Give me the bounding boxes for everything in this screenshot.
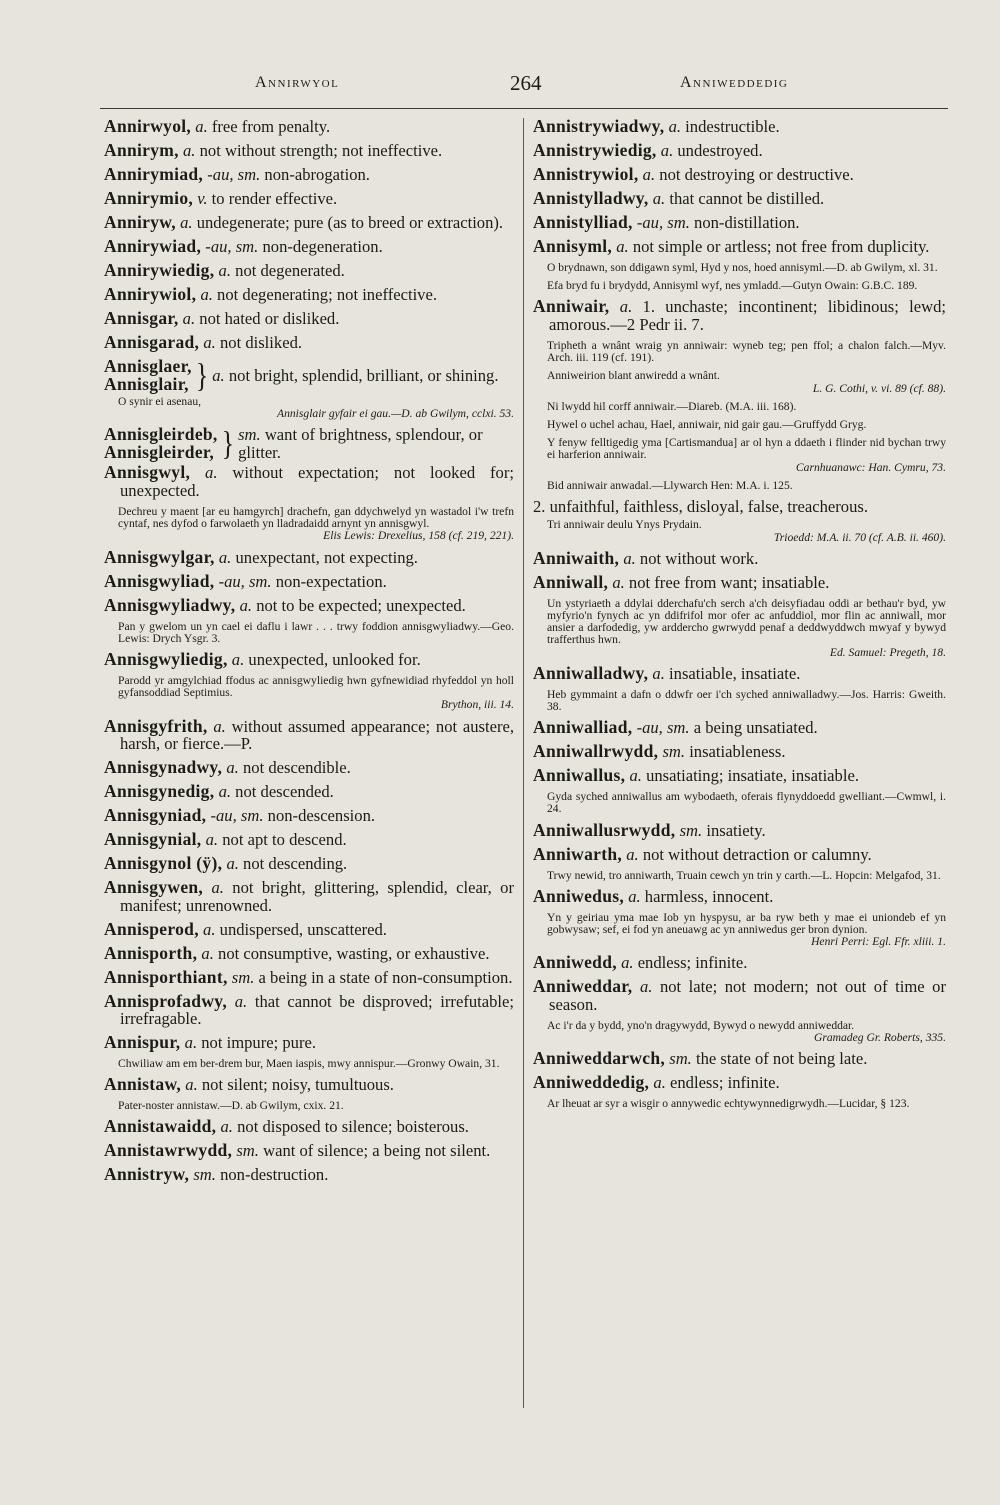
headword: Annisgynial, — [104, 829, 202, 850]
grammar-label: a. — [205, 830, 219, 850]
headword: Annirwyol, — [104, 116, 192, 136]
headword: Annistawrwydd, — [104, 1140, 233, 1161]
definition: 1. unchaste; incontinent; libidinous; lewd; amorous.—2 Pedr ii. 7. — [549, 297, 946, 334]
citation-text: Hywel o uchel achau, Hael, anniwair, nid gair gau.—Gruffydd Gryg. — [547, 417, 867, 431]
headword: Anniweddar, — [533, 976, 633, 997]
definition: a being in a state of non-consumption. — [258, 967, 513, 987]
grammar-label: a. — [623, 548, 636, 568]
definition: indestructible. — [685, 117, 780, 136]
dictionary-entry — [533, 767, 946, 785]
dictionary-entry — [533, 954, 946, 972]
definition: not degenerating; not ineffective. — [217, 285, 437, 304]
page-header — [100, 66, 948, 106]
grammar-label: a. — [203, 333, 216, 352]
brace-glyph: } — [195, 356, 209, 395]
page-number: 264 — [510, 71, 542, 95]
grammar-label: a. — [220, 1117, 233, 1137]
headword: Annisgwyliadwy, — [104, 594, 236, 615]
grammar-label: a. — [239, 595, 253, 615]
dictionary-entry — [104, 286, 514, 304]
grammar-label: a. — [218, 261, 231, 280]
citation-source: Brython, iii. 14. — [440, 698, 514, 712]
dictionary-entry — [104, 879, 514, 914]
citation — [118, 1100, 514, 1112]
definition: not disliked. — [219, 333, 303, 352]
dictionary-entry — [533, 238, 946, 256]
definition: unexpected, unlooked for. — [248, 649, 421, 669]
definition: not without work. — [639, 548, 759, 568]
dictionary-entry — [533, 843, 946, 864]
headword: Annisgleirdeb, — [104, 424, 218, 445]
grammar-label: -au, sm. — [207, 165, 261, 184]
definition: not descending. — [243, 854, 348, 874]
grammar-label: sm. — [238, 425, 261, 445]
grammar-label: a. — [231, 649, 245, 669]
headword: Anniwedd, — [533, 952, 617, 973]
definition: non-destruction. — [220, 1165, 329, 1185]
definition: not impure; pure. — [201, 1033, 316, 1053]
brace-glyph: } — [221, 424, 235, 463]
grammar-label: a. — [213, 716, 226, 736]
grammar-label: a. — [629, 766, 642, 786]
header-right-guideword: Anniweddedig — [680, 74, 789, 91]
headword: Annisgleirder, — [104, 441, 215, 462]
citation-source: Gramadeg Gr. Roberts, 335. — [813, 1031, 946, 1045]
grammar-label: a. — [642, 165, 656, 184]
dictionary-entry — [104, 1142, 514, 1160]
definition: insatiable, insatiate. — [669, 663, 801, 683]
headword: Annisgwyliedig, — [104, 648, 228, 669]
grammar-label: a. — [653, 1073, 666, 1093]
citation-text: Tripheth a wnânt wraig yn anniwair: wyneb teg; pen ffol; a chalon falch.—Myv. Arch. iii. 119 (cf. 191). — [547, 338, 946, 365]
dictionary-entry — [533, 118, 946, 136]
dictionary-entry — [533, 1074, 946, 1092]
dictionary-entry — [104, 334, 514, 352]
dictionary-entry — [104, 783, 514, 801]
citation — [547, 480, 946, 492]
headword: Annirymiad, — [104, 164, 204, 184]
headword: Anniwall, — [533, 571, 609, 592]
headword: Anniwallrwydd, — [533, 741, 659, 762]
headword: Anniwallus, — [533, 765, 626, 786]
citation — [118, 506, 514, 543]
grammar-label: a. — [195, 117, 208, 136]
citation-text: Heb gymmaint a dafn o ddwfr oer i'ch syched anniwalladwy.—Jos. Harris: Gweith. 38. — [547, 687, 946, 714]
definition: not consumptive, wasting, or exhaustive. — [218, 943, 490, 963]
citation — [547, 370, 946, 394]
citation-text: Parodd yr amgylchiad ffodus ac annisgwyliedig hwn gyfnewidiad rhyfeddol yn holl gyfansoddiad Septimius. — [118, 673, 514, 700]
grammar-label: a. — [234, 991, 248, 1011]
citation-source: Elis Lewis: Drexelius, 158 (cf. 219, 221). — [323, 529, 514, 543]
grammar-label: sm. — [679, 820, 703, 840]
definition: not apt to descend. — [222, 830, 347, 850]
dictionary-entry — [104, 190, 514, 208]
dictionary-entry — [104, 118, 514, 136]
grammar-label: -au, sm. — [636, 718, 690, 738]
citation-text: Ni lwydd hil corff anniwair.—Diareb. (M.A. iii. 168). — [547, 399, 797, 413]
grammar-label: a. — [226, 854, 239, 874]
headword: Anniwedus, — [533, 885, 625, 906]
grammar-label: a. — [211, 878, 224, 898]
headword: Anniwalladwy, — [533, 662, 649, 683]
grammar-label: a. — [205, 463, 218, 483]
dictionary-entry — [104, 546, 514, 567]
definition: undegenerate; pure (as to breed or extraction). — [196, 213, 504, 232]
header-left-guideword: Annirwyol — [255, 74, 340, 91]
headword: Annisgynadwy, — [104, 757, 223, 778]
grammar-label: a. — [212, 365, 225, 385]
definition: endless; infinite. — [637, 953, 748, 973]
headword: Annistylliad, — [533, 212, 633, 232]
headword: Annirywiol, — [104, 284, 197, 304]
dictionary-entry — [104, 966, 514, 987]
headword: Annisgywen, — [104, 877, 204, 898]
citation-text: Pan y gwelom un yn cael ei daflu i lawr . . . trwy foddion annisgwyliadwy.—Geo. Lewis: Drych Ysgr. 3. — [118, 619, 514, 645]
definition: to render effective. — [211, 189, 338, 208]
citation — [547, 1098, 946, 1110]
definition: non-abrogation. — [264, 165, 370, 184]
citation-source: L. G. Cothi, v. vi. 89 (cf. 88). — [812, 381, 946, 395]
dictionary-entry — [533, 166, 946, 184]
citation-source: Ed. Samuel: Pregeth, 18. — [829, 645, 946, 659]
citation-text: Yn y geiriau yma mae Iob yn hyspysu, ar ba ryw beth y mae ei uniondeb ef yn gobwysaw; sef, ei fod yn aneuawg ac yn anniwedus ger bron dynion. — [547, 910, 946, 937]
definition: insatiety. — [706, 820, 766, 840]
citation — [547, 419, 946, 431]
dictionary-entry — [104, 142, 514, 160]
headword: Annistaw, — [104, 1074, 182, 1095]
grammar-label: a. — [639, 977, 653, 997]
definition: not bright, glittering, splendid, clear, or manifest; unrenowned. — [120, 878, 514, 915]
grammar-label: a. — [180, 213, 193, 232]
citation — [547, 401, 946, 413]
citation-text: O synir ei asenau, — [118, 395, 202, 408]
citation-source: Trioedd: M.A. ii. 70 (cf. A.B. ii. 460). — [773, 530, 946, 544]
dictionary-entry — [533, 885, 946, 906]
dictionary-entry — [533, 819, 946, 840]
definition: not hated or disliked. — [199, 309, 340, 328]
dictionary-entry — [104, 807, 514, 825]
grammar-label: a. — [652, 189, 666, 208]
dictionary-entry — [533, 190, 946, 208]
definition: not simple or artless; not free from duplicity. — [632, 237, 930, 256]
grammar-label: a. — [218, 547, 232, 567]
dictionary-entry — [104, 594, 514, 615]
definition: non-distillation. — [694, 213, 800, 232]
dictionary-entry — [533, 743, 946, 761]
headword: Annirym, — [104, 140, 179, 160]
definition: the state of not being late. — [695, 1049, 868, 1069]
headword: Annisglaer, — [104, 356, 192, 376]
definition: non-expectation. — [275, 571, 387, 591]
grammar-label: -au, sm. — [636, 213, 690, 232]
dictionary-entry — [533, 719, 946, 737]
dictionary-entry — [104, 759, 514, 777]
headword: Annispur, — [104, 1032, 181, 1053]
grammar-label: -au, sm. — [218, 571, 272, 591]
dictionary-entry — [104, 262, 514, 280]
headword: Annisgynol (ÿ), — [104, 853, 223, 874]
headword: Anniweddarwch, — [533, 1048, 666, 1069]
dictionary-entry — [104, 990, 515, 1029]
citation-text: Un ystyriaeth a ddylai dderchafu'ch serch a'ch deisyfiadau oddi ar bethau'r byd, yw myfyrio'n fynych ac yn ddifrifol mor ofer ac anfuddiol, mor flin ac anniwall, mor ansier a darfodedig, yw arddercho gwrwydd penaf a deddwyddwch mwyaf y bywyd trafferthus hwn. — [547, 596, 946, 647]
definition: non-degeneration. — [262, 237, 383, 256]
citation-text: Dechreu y maent [ar eu hamgyrch] drachefn, gan ddychwelyd yn wastadol i'w trefn cyntaf, nes dyfod o farwolaeth yn lladradaidd arnynt yn annisgwyl. — [118, 504, 514, 531]
grammar-label: -au, sm. — [205, 237, 259, 256]
citation-source: Annisglair gyfair ei gau.—D. ab Gwilym, cclxi. 53. — [276, 407, 514, 421]
grammar-label: sm. — [193, 1165, 216, 1185]
headword: Annistryw, — [104, 1164, 190, 1185]
citation — [547, 280, 946, 292]
citation — [547, 519, 946, 543]
grammar-label: a. — [200, 285, 213, 304]
definition: that cannot be disproved; irrefutable; irrefragable. — [120, 991, 515, 1029]
headword: Annistrywiol, — [533, 164, 639, 184]
headword: Annisprofadwy, — [104, 990, 228, 1011]
dictionary-entry — [533, 571, 946, 592]
headword: Annisporthiant, — [104, 966, 228, 987]
dictionary-entry — [104, 238, 514, 256]
grammar-label: a. — [626, 844, 639, 864]
definition: not descended. — [235, 782, 334, 802]
headword: Annisgwyliad, — [104, 570, 215, 591]
definition: not descendible. — [242, 758, 351, 778]
grammar-label: a. — [628, 886, 641, 906]
headword: Annisgar, — [104, 308, 179, 328]
dictionary-entry — [104, 1034, 514, 1052]
dictionary-entry — [104, 310, 514, 328]
headword: Annisgwyl, — [104, 462, 191, 483]
grammar-label: sm. — [231, 967, 255, 987]
citation — [547, 437, 946, 474]
headword: Anniwallusrwydd, — [533, 819, 676, 840]
header-rule — [100, 108, 948, 109]
definition: a being unsatiated. — [693, 718, 818, 738]
definition: without expectation; not looked for; unexpected. — [120, 463, 514, 500]
definition: not silent; noisy, tumultuous. — [201, 1075, 394, 1095]
headword: Annisporth, — [104, 942, 198, 963]
grammar-label: a. — [184, 1033, 198, 1053]
headword: Annistrywiedig, — [533, 140, 657, 160]
grammar-label: a. — [668, 117, 682, 136]
citation — [547, 598, 946, 659]
headword: Annisgyfrith, — [104, 715, 208, 736]
definition: free from penalty. — [211, 117, 331, 136]
definition: insatiableness. — [689, 742, 786, 762]
definition: non-descension. — [267, 806, 376, 826]
column-divider — [523, 118, 524, 1408]
dictionary-entry — [533, 978, 946, 1013]
grammar-label: a. — [201, 943, 214, 963]
dictionary-entry — [104, 570, 514, 591]
citation-text: Pater-noster annistaw.—D. ab Gwilym, cxix. 21. — [118, 1099, 344, 1113]
headword: Annirymio, — [104, 188, 194, 208]
headword: Anniweddedig, — [533, 1072, 650, 1093]
headword: Anniwair, — [533, 296, 610, 317]
grammar-label: a. — [218, 782, 232, 802]
dictionary-entry — [533, 142, 946, 160]
grammar-label: a. — [612, 572, 625, 592]
left-column — [104, 118, 514, 1190]
headword: Anniwaith, — [533, 547, 620, 568]
grammar-label: -au, sm. — [210, 806, 264, 826]
citation-text: Anniweirion blant anwiredd a wnânt. — [547, 369, 720, 383]
citation-text: Trwy newid, tro anniwarth, Truain cewch yn trin y carth.—L. Hopcin: Melgafod, 31. — [547, 868, 941, 882]
definition: that cannot be distilled. — [669, 189, 825, 208]
citation — [118, 675, 514, 712]
headword: Annistrywiadwy, — [533, 116, 665, 136]
citation-text: Ac i'r da y bydd, yno'n dragywydd, Bywyd o newydd anniweddar. — [547, 1018, 855, 1032]
headword: Annirywiad, — [104, 236, 202, 256]
dictionary-entry — [533, 662, 946, 683]
grammar-label: a. — [621, 953, 634, 973]
dictionary-entry — [104, 918, 514, 939]
definition: not destroying or destructive. — [659, 165, 854, 184]
citation — [118, 1058, 514, 1070]
definition: not without strength; not ineffective. — [199, 141, 443, 160]
dictionary-entry — [104, 1076, 514, 1094]
right-column — [533, 118, 946, 1117]
grammar-label: a. — [652, 663, 665, 683]
dictionary-entry — [104, 464, 514, 499]
citation — [547, 689, 946, 713]
definition: not disposed to silence; boisterous. — [237, 1117, 469, 1137]
dictionary-entry — [104, 1166, 514, 1184]
grammar-label: a. — [183, 141, 196, 160]
grammar-label: a. — [616, 237, 629, 256]
entry-pair-annisgleirdeb — [104, 426, 514, 461]
dictionary-entry — [104, 648, 514, 669]
dictionary-entry — [104, 214, 514, 232]
definition: without assumed appearance; not austere, harsh, or fierce.—P. — [120, 716, 514, 754]
citation — [547, 1020, 946, 1044]
headword: Annisperod, — [104, 918, 199, 939]
definition: not degenerated. — [235, 261, 345, 280]
citation-source: Carnhuanawc: Han. Cymru, 73. — [795, 460, 946, 474]
definition: not without detraction or calumny. — [642, 844, 872, 864]
definition: not free from want; insatiable. — [628, 572, 830, 592]
grammar-label: a. — [185, 1075, 198, 1095]
dictionary-entry — [533, 547, 946, 568]
grammar-label: sm. — [662, 742, 686, 762]
grammar-label: a. — [182, 309, 196, 328]
grammar-label: sm. — [236, 1141, 259, 1161]
definition: want of silence; a being not silent. — [263, 1141, 491, 1161]
headword: Annistawaidd, — [104, 1116, 217, 1137]
dictionary-entry — [533, 1050, 946, 1068]
citation-text: Gyda syched anniwallus am wybodaeth, oferais flynyddoedd gwelliant.—Cwmwl, i. 24. — [547, 790, 946, 816]
headword: Annisgarad, — [104, 332, 200, 352]
dictionary-entry — [104, 715, 514, 754]
headword: Anniwarth, — [533, 843, 623, 864]
citation-source: Henri Perri: Egl. Ffr. xliii. 1. — [811, 935, 946, 949]
citation-text: Y fenyw felltigedig yma [Cartismandua] ar ol hyn a ddaeth i flinder nid bychan trwy ei harferion anniwair. — [547, 436, 946, 462]
citation — [118, 621, 514, 645]
dictionary-entry — [533, 214, 946, 232]
definition: undestroyed. — [677, 141, 763, 160]
grammar-label: a. — [203, 919, 216, 939]
dictionary-entry — [104, 166, 514, 184]
citation — [547, 870, 946, 882]
definition: not bright, splendid, brilliant, or shining. — [228, 365, 499, 385]
headword: Annirywiedig, — [104, 260, 215, 280]
citation — [547, 340, 946, 364]
citation — [547, 912, 946, 949]
headword: Anniryw, — [104, 212, 176, 232]
dictionary-entry — [104, 855, 514, 873]
citation-text: O brydnawn, son ddigawn syml, Hyd y nos, hoed annisyml.—D. ab Gwilym, xl. 31. — [547, 261, 938, 274]
citation-text: Tri anniwair deulu Ynys Prydain. — [547, 518, 702, 532]
grammar-label: v. — [197, 189, 208, 208]
citation-text: Chwiliaw am em ber-drem bur, Maen iaspis, mwy annispur.—Gronwy Owain, 31. — [118, 1057, 500, 1071]
citation-text: Efa bryd fu i brydydd, Annisyml wyf, nes ymladd.—Gutyn Owain: G.B.C. 189. — [547, 279, 918, 293]
headword: Anniwalliad, — [533, 717, 633, 738]
entry-pair-annisglaer — [104, 358, 514, 393]
dictionary-entry — [104, 1118, 514, 1136]
sense-2: 2. unfaithful, faithless, disloyal, false, treacherous. — [533, 496, 869, 516]
definition: not to be expected; unexpected. — [256, 595, 466, 615]
definition: want of brightness, splendour, or glitter. — [238, 425, 483, 462]
headword: Annistylladwy, — [533, 188, 649, 208]
definition: unsatiating; insatiate, insatiable. — [646, 766, 859, 786]
definition: not late; not modern; not out of time or season. — [549, 977, 946, 1014]
headword: Annisgyniad, — [104, 805, 207, 826]
citation-text: Bid anniwair anwadal.—Llywarch Hen: M.A. i. 125. — [547, 478, 793, 492]
headword: Annisgwylgar, — [104, 546, 215, 567]
dictionary-entry — [104, 831, 514, 849]
citation — [547, 791, 946, 815]
definition: unexpectant, not expecting. — [235, 547, 418, 567]
dictionary-entry — [533, 298, 946, 333]
grammar-label: a. — [619, 297, 633, 317]
headword: Annisglair, — [104, 373, 189, 394]
headword: Annisgynedig, — [104, 781, 215, 802]
grammar-label: a. — [660, 141, 674, 160]
grammar-label: sm. — [669, 1049, 692, 1069]
citation — [547, 262, 946, 274]
dictionary-entry — [104, 942, 514, 963]
citation — [118, 396, 514, 420]
grammar-label: a. — [226, 758, 239, 778]
definition: endless; infinite. — [670, 1073, 780, 1093]
definition: harmless, innocent. — [644, 886, 774, 906]
citation-text: Ar lheuat ar syr a wisgir o annywedic echtywynnedigrwydh.—Lucidar, § 123. — [547, 1097, 910, 1111]
definition: undispersed, unscattered. — [219, 919, 387, 939]
headword: Annisyml, — [533, 236, 613, 256]
